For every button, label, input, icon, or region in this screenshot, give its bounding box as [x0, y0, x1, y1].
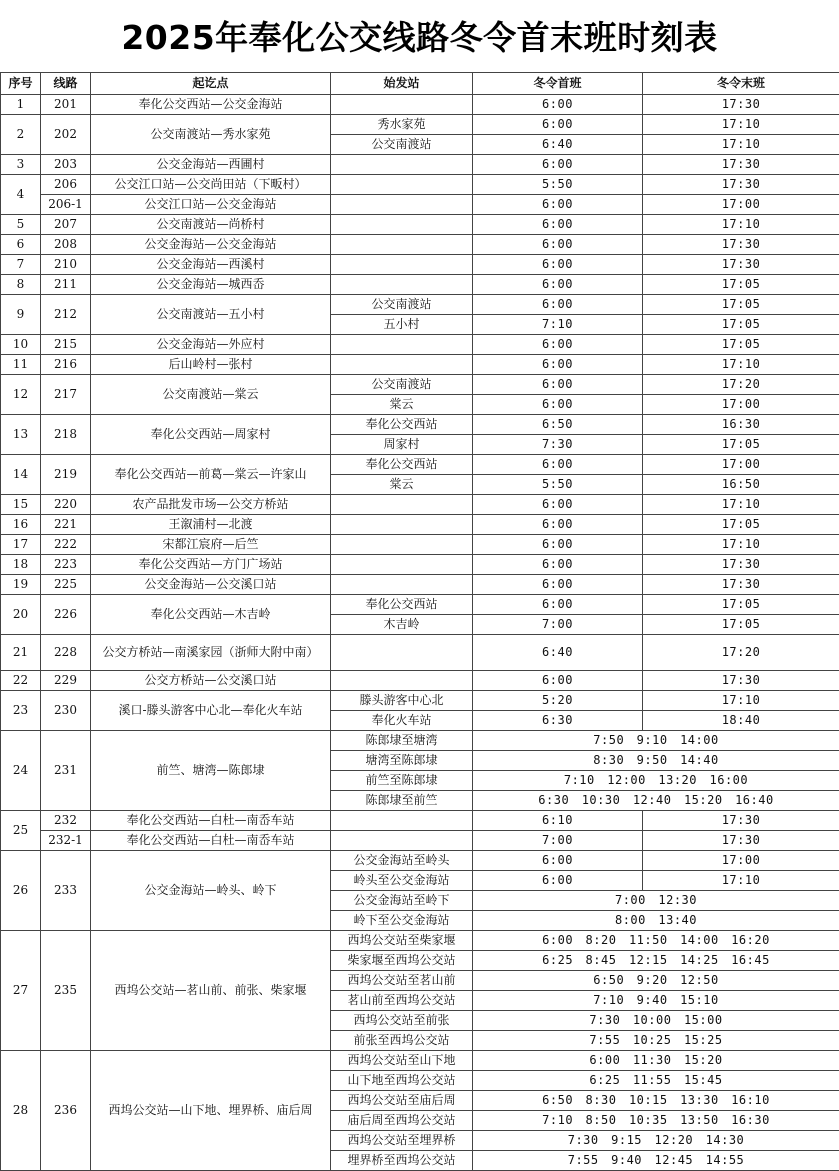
table-cell: 6:00 — [473, 355, 643, 375]
table-row — [1, 175, 839, 195]
table-cell: 17:05 — [643, 335, 839, 355]
table-cell: 17:30 — [643, 95, 839, 115]
table-cell — [331, 335, 473, 355]
table-cell: 6:00 — [473, 395, 643, 415]
table-cell: 6:00 — [473, 535, 643, 555]
table-row — [1, 275, 839, 295]
table-cell: 25 — [1, 811, 41, 851]
table-cell: 奉化公交西站 — [331, 455, 473, 475]
table-cell: 17:05 — [643, 595, 839, 615]
table-row — [1, 115, 839, 135]
table-cell: 西坞公交站—山下地、埋界桥、庙后周 — [91, 1051, 331, 1171]
table-cell: 埋界桥至西坞公交站 — [331, 1151, 473, 1171]
table-cell: 周家村 — [331, 435, 473, 455]
table-cell: 庙后周至西坞公交站 — [331, 1111, 473, 1131]
table-cell: 201 — [41, 95, 91, 115]
table-cell: 奉化公交西站—方门广场站 — [91, 555, 331, 575]
table-cell: 6:00 8:20 11:50 14:00 16:20 — [473, 931, 839, 951]
table-cell: 五小村 — [331, 315, 473, 335]
table-cell: 226 — [41, 595, 91, 635]
table-cell — [331, 671, 473, 691]
table-cell: 206-1 — [41, 195, 91, 215]
table-cell: 8 — [1, 275, 41, 295]
table-cell: 公交南渡站—尚桥村 — [91, 215, 331, 235]
table-cell: 7:00 — [473, 831, 643, 851]
table-cell — [331, 155, 473, 175]
table-cell: 17:30 — [643, 671, 839, 691]
table-row — [1, 155, 839, 175]
table-cell: 6:50 — [473, 415, 643, 435]
table-cell: 6:00 — [473, 851, 643, 871]
table-cell: 棠云 — [331, 475, 473, 495]
table-cell: 27 — [1, 931, 41, 1051]
table-cell: 7:30 — [473, 435, 643, 455]
table-cell: 17 — [1, 535, 41, 555]
header-index: 序号 — [1, 73, 41, 95]
table-cell: 17:20 — [643, 635, 839, 671]
table-cell: 陈郎埭至前竺 — [331, 791, 473, 811]
table-cell: 6:00 — [473, 595, 643, 615]
table-cell: 7:00 — [473, 615, 643, 635]
table-row — [1, 931, 839, 951]
table-cell: 8:30 9:50 14:40 — [473, 751, 839, 771]
table-row — [1, 851, 839, 871]
table-cell: 24 — [1, 731, 41, 811]
table-cell: 奉化公交西站—公交金海站 — [91, 95, 331, 115]
table-cell: 216 — [41, 355, 91, 375]
table-cell: 17:30 — [643, 831, 839, 851]
table-cell: 公交金海站至岭下 — [331, 891, 473, 911]
table-cell: 王溆浦村—北渡 — [91, 515, 331, 535]
table-cell: 17:30 — [643, 235, 839, 255]
table-cell: 秀水家苑 — [331, 115, 473, 135]
table-cell: 西坞公交站至茗山前 — [331, 971, 473, 991]
table-cell: 232-1 — [41, 831, 91, 851]
table-cell: 5:20 — [473, 691, 643, 711]
table-cell: 5:50 — [473, 475, 643, 495]
table-cell: 211 — [41, 275, 91, 295]
table-cell: 5:50 — [473, 175, 643, 195]
table-cell: 236 — [41, 1051, 91, 1171]
table-cell: 6:00 — [473, 115, 643, 135]
table-row — [1, 255, 839, 275]
table-cell: 6:00 — [473, 235, 643, 255]
table-cell: 17:10 — [643, 215, 839, 235]
table-cell: 12 — [1, 375, 41, 415]
table-cell: 221 — [41, 515, 91, 535]
table-cell: 柴家堰至西坞公交站 — [331, 951, 473, 971]
table-cell: 奉化公交西站 — [331, 595, 473, 615]
table-row — [1, 635, 839, 671]
table-cell: 公交江口站—公交金海站 — [91, 195, 331, 215]
table-row — [1, 575, 839, 595]
table-cell — [331, 195, 473, 215]
table-cell: 217 — [41, 375, 91, 415]
table-cell: 公交金海站—公交金海站 — [91, 235, 331, 255]
table-cell: 9 — [1, 295, 41, 335]
table-row — [1, 335, 839, 355]
table-cell: 山下地至西坞公交站 — [331, 1071, 473, 1091]
table-cell: 230 — [41, 691, 91, 731]
table-cell: 16:50 — [643, 475, 839, 495]
table-cell: 7:50 9:10 14:00 — [473, 731, 839, 751]
table-cell: 奉化公交西站—周家村 — [91, 415, 331, 455]
table-cell: 15 — [1, 495, 41, 515]
table-cell: 20 — [1, 595, 41, 635]
table-cell: 公交方桥站—公交溪口站 — [91, 671, 331, 691]
header-line: 线路 — [41, 73, 91, 95]
table-cell: 17:00 — [643, 395, 839, 415]
header-first-bus: 冬令首班 — [473, 73, 643, 95]
table-cell: 奉化公交西站—前葛—棠云—许家山 — [91, 455, 331, 495]
table-cell: 17:30 — [643, 811, 839, 831]
table-cell: 西坞公交站至山下地 — [331, 1051, 473, 1071]
table-cell: 22 — [1, 671, 41, 691]
table-cell: 6:00 — [473, 515, 643, 535]
table-cell: 岭下至公交金海站 — [331, 911, 473, 931]
table-cell: 6:00 — [473, 215, 643, 235]
table-cell: 17:00 — [643, 455, 839, 475]
table-row — [1, 1051, 839, 1071]
header-route: 起讫点 — [91, 73, 331, 95]
table-cell: 7:30 10:00 15:00 — [473, 1011, 839, 1031]
table-cell: 公交南渡站—棠云 — [91, 375, 331, 415]
table-cell: 6 — [1, 235, 41, 255]
table-cell: 6:00 — [473, 255, 643, 275]
table-cell: 17:05 — [643, 615, 839, 635]
table-cell: 公交南渡站—五小村 — [91, 295, 331, 335]
table-cell: 10 — [1, 335, 41, 355]
table-row — [1, 375, 839, 395]
table-cell: 17:10 — [643, 495, 839, 515]
table-cell: 7:55 9:40 12:45 14:55 — [473, 1151, 839, 1171]
table-cell: 6:00 — [473, 495, 643, 515]
table-cell: 7:55 10:25 15:25 — [473, 1031, 839, 1051]
table-cell: 6:10 — [473, 811, 643, 831]
table-row — [1, 671, 839, 691]
table-cell: 公交南渡站 — [331, 375, 473, 395]
table-cell: 6:50 8:30 10:15 13:30 16:10 — [473, 1091, 839, 1111]
table-cell — [331, 515, 473, 535]
table-cell: 17:05 — [643, 275, 839, 295]
header-last-bus: 冬令末班 — [643, 73, 839, 95]
table-cell: 219 — [41, 455, 91, 495]
table-cell: 公交金海站—岭头、岭下 — [91, 851, 331, 931]
table-cell: 6:00 — [473, 871, 643, 891]
header-row — [1, 73, 839, 95]
table-cell: 17:30 — [643, 555, 839, 575]
table-cell: 17:10 — [643, 355, 839, 375]
table-cell — [331, 255, 473, 275]
table-cell: 17:10 — [643, 135, 839, 155]
table-cell: 14 — [1, 455, 41, 495]
table-cell: 223 — [41, 555, 91, 575]
table-cell: 公交金海站至岭头 — [331, 851, 473, 871]
table-cell: 220 — [41, 495, 91, 515]
table-cell — [331, 215, 473, 235]
table-cell: 17:30 — [643, 575, 839, 595]
table-cell: 奉化火车站 — [331, 711, 473, 731]
table-cell: 6:00 — [473, 275, 643, 295]
table-cell — [331, 355, 473, 375]
table-cell: 7:10 — [473, 315, 643, 335]
table-cell: 6:25 8:45 12:15 14:25 16:45 — [473, 951, 839, 971]
table-cell: 6:00 — [473, 671, 643, 691]
table-cell: 235 — [41, 931, 91, 1051]
table-cell: 6:00 — [473, 155, 643, 175]
table-cell: 4 — [1, 175, 41, 215]
table-cell: 17:20 — [643, 375, 839, 395]
page-title: 2025年奉化公交线路冬令首末班时刻表 — [0, 0, 839, 70]
table-cell: 前竺、塘湾—陈郎埭 — [91, 731, 331, 811]
table-cell: 207 — [41, 215, 91, 235]
table-cell: 11 — [1, 355, 41, 375]
table-cell: 6:00 — [473, 195, 643, 215]
table-row — [1, 195, 839, 215]
header-origin-stop: 始发站 — [331, 73, 473, 95]
table-cell: 农产品批发市场—公交方桥站 — [91, 495, 331, 515]
table-cell: 233 — [41, 851, 91, 931]
table-cell: 陈郎埭至塘湾 — [331, 731, 473, 751]
table-row — [1, 295, 839, 315]
table-cell: 225 — [41, 575, 91, 595]
table-cell: 203 — [41, 155, 91, 175]
table-cell: 231 — [41, 731, 91, 811]
table-cell: 6:00 — [473, 455, 643, 475]
table-cell: 17:05 — [643, 435, 839, 455]
table-cell: 茗山前至西坞公交站 — [331, 991, 473, 1011]
table-cell: 28 — [1, 1051, 41, 1171]
table-cell: 232 — [41, 811, 91, 831]
table-cell — [331, 575, 473, 595]
table-cell — [331, 831, 473, 851]
table-row — [1, 235, 839, 255]
table-cell: 7 — [1, 255, 41, 275]
table-cell: 17:05 — [643, 295, 839, 315]
table-cell: 宋都江宸府—后竺 — [91, 535, 331, 555]
table-row — [1, 811, 839, 831]
table-cell: 18 — [1, 555, 41, 575]
table-cell: 公交方桥站—南溪家园（浙师大附中南） — [91, 635, 331, 671]
table-cell: 17:05 — [643, 315, 839, 335]
table-row — [1, 831, 839, 851]
table-cell: 6:00 — [473, 295, 643, 315]
table-cell: 6:40 — [473, 135, 643, 155]
table-cell: 206 — [41, 175, 91, 195]
table-cell — [331, 235, 473, 255]
table-row — [1, 215, 839, 235]
table-cell: 6:00 — [473, 335, 643, 355]
table-cell: 7:10 9:40 15:10 — [473, 991, 839, 1011]
table-cell: 215 — [41, 335, 91, 355]
table-cell: 210 — [41, 255, 91, 275]
table-cell: 2 — [1, 115, 41, 155]
table-cell: 212 — [41, 295, 91, 335]
table-cell: 西坞公交站至埋界桥 — [331, 1131, 473, 1151]
table-cell: 6:50 9:20 12:50 — [473, 971, 839, 991]
table-row — [1, 535, 839, 555]
table-row — [1, 515, 839, 535]
table-row — [1, 595, 839, 615]
table-cell — [331, 175, 473, 195]
table-cell — [331, 95, 473, 115]
table-cell: 公交南渡站 — [331, 135, 473, 155]
table-cell: 17:10 — [643, 871, 839, 891]
table-cell: 228 — [41, 635, 91, 671]
table-cell: 前张至西坞公交站 — [331, 1031, 473, 1051]
table-cell: 222 — [41, 535, 91, 555]
table-cell: 17:10 — [643, 535, 839, 555]
table-cell: 13 — [1, 415, 41, 455]
table-cell: 6:30 — [473, 711, 643, 731]
table-cell: 后山岭村—张村 — [91, 355, 331, 375]
table-cell: 5 — [1, 215, 41, 235]
table-cell: 6:00 — [473, 555, 643, 575]
table-cell: 17:30 — [643, 255, 839, 275]
table-row — [1, 495, 839, 515]
table-cell: 岭头至公交金海站 — [331, 871, 473, 891]
table-cell: 西坞公交站至柴家堰 — [331, 931, 473, 951]
table-cell: 17:05 — [643, 515, 839, 535]
table-cell: 7:10 12:00 13:20 16:00 — [473, 771, 839, 791]
table-row — [1, 731, 839, 751]
table-cell: 7:30 9:15 12:20 14:30 — [473, 1131, 839, 1151]
table-cell: 西坞公交站至前张 — [331, 1011, 473, 1031]
table-cell: 溪口-滕头游客中心北—奉化火车站 — [91, 691, 331, 731]
table-cell — [331, 555, 473, 575]
table-cell: 3 — [1, 155, 41, 175]
table-cell: 奉化公交西站 — [331, 415, 473, 435]
timetable-container — [0, 72, 839, 1159]
table-cell: 202 — [41, 115, 91, 155]
table-cell: 17:30 — [643, 175, 839, 195]
table-cell: 西坞公交站—茗山前、前张、柴家堰 — [91, 931, 331, 1051]
table-cell: 16:30 — [643, 415, 839, 435]
table-cell — [331, 535, 473, 555]
table-cell: 6:30 10:30 12:40 15:20 16:40 — [473, 791, 839, 811]
table-row — [1, 95, 839, 115]
table-cell: 木吉岭 — [331, 615, 473, 635]
table-cell: 6:00 — [473, 95, 643, 115]
table-cell: 6:25 11:55 15:45 — [473, 1071, 839, 1091]
table-cell: 7:10 8:50 10:35 13:50 16:30 — [473, 1111, 839, 1131]
table-cell: 208 — [41, 235, 91, 255]
table-cell — [331, 811, 473, 831]
table-cell: 公交南渡站—秀水家苑 — [91, 115, 331, 155]
table-row — [1, 555, 839, 575]
table-cell: 奉化公交西站—木吉岭 — [91, 595, 331, 635]
table-cell: 奉化公交西站—白杜—南岙车站 — [91, 811, 331, 831]
table-cell: 奉化公交西站—白杜—南岙车站 — [91, 831, 331, 851]
table-cell: 棠云 — [331, 395, 473, 415]
table-cell: 17:00 — [643, 851, 839, 871]
table-cell: 17:10 — [643, 115, 839, 135]
table-cell: 公交金海站—外应村 — [91, 335, 331, 355]
table-row — [1, 355, 839, 375]
table-cell: 7:00 12:30 — [473, 891, 839, 911]
table-cell: 1 — [1, 95, 41, 115]
table-cell — [331, 495, 473, 515]
table-cell: 16 — [1, 515, 41, 535]
timetable-body — [1, 95, 839, 1171]
table-cell: 公交金海站—西溪村 — [91, 255, 331, 275]
table-cell: 17:30 — [643, 155, 839, 175]
table-row — [1, 415, 839, 435]
table-cell: 26 — [1, 851, 41, 931]
table-cell: 滕头游客中心北 — [331, 691, 473, 711]
table-cell: 6:00 — [473, 575, 643, 595]
table-cell: 229 — [41, 671, 91, 691]
table-cell: 公交金海站—城西岙 — [91, 275, 331, 295]
table-cell: 公交南渡站 — [331, 295, 473, 315]
table-cell: 8:00 13:40 — [473, 911, 839, 931]
table-cell: 19 — [1, 575, 41, 595]
table-row — [1, 455, 839, 475]
table-cell: 公交金海站—公交溪口站 — [91, 575, 331, 595]
table-cell: 17:10 — [643, 691, 839, 711]
timetable — [0, 72, 839, 1171]
table-cell: 21 — [1, 635, 41, 671]
table-cell: 218 — [41, 415, 91, 455]
table-cell: 西坞公交站至庙后周 — [331, 1091, 473, 1111]
table-cell: 6:00 11:30 15:20 — [473, 1051, 839, 1071]
table-row — [1, 691, 839, 711]
table-cell: 6:00 — [473, 375, 643, 395]
table-cell — [331, 275, 473, 295]
table-cell: 公交江口站—公交尚田站（下畈村） — [91, 175, 331, 195]
table-cell: 塘湾至陈郎埭 — [331, 751, 473, 771]
table-cell: 6:40 — [473, 635, 643, 671]
table-cell: 17:00 — [643, 195, 839, 215]
table-cell: 18:40 — [643, 711, 839, 731]
table-cell — [331, 635, 473, 671]
table-cell: 前竺至陈郎埭 — [331, 771, 473, 791]
table-cell: 23 — [1, 691, 41, 731]
table-cell: 公交金海站—西圃村 — [91, 155, 331, 175]
